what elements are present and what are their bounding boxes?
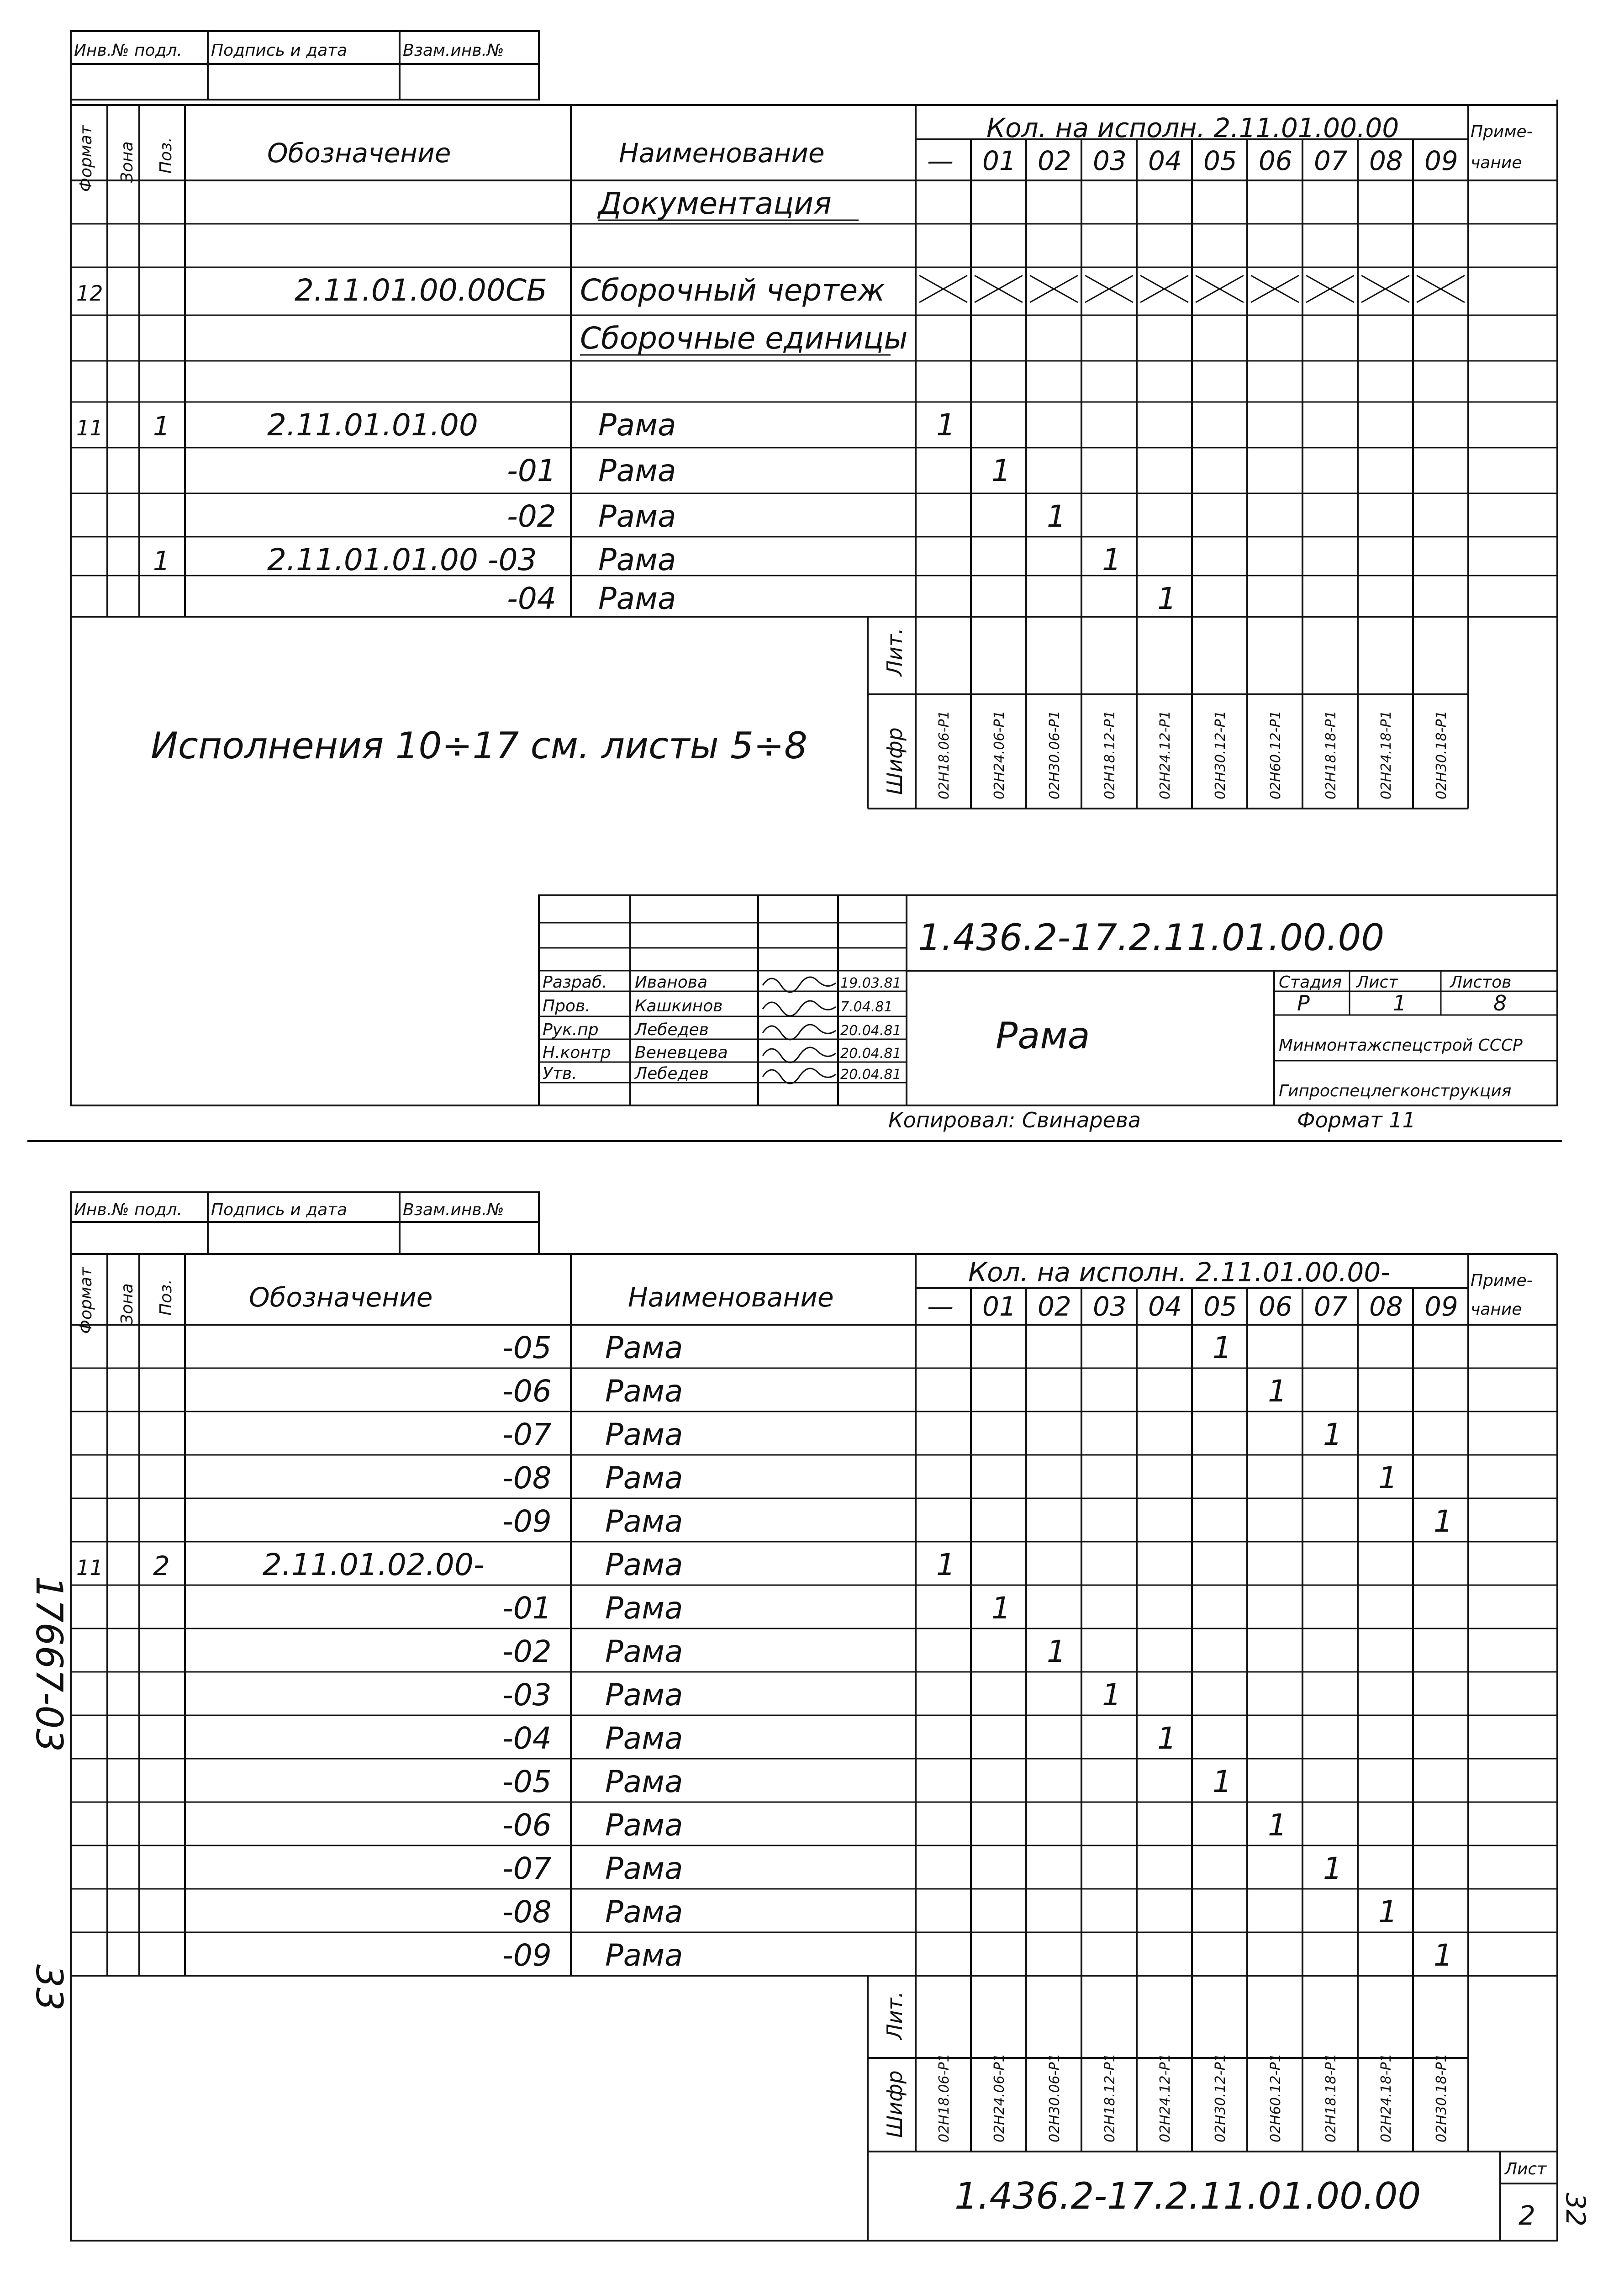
row-naimenovanie: Рама (605, 1591, 683, 1626)
table-row (502, 1894, 1397, 1930)
row-qty: 1 (936, 407, 955, 443)
row-naimenovanie: Рама (605, 1894, 683, 1930)
row-oboznachenie: -02 (507, 499, 556, 534)
stamp2-vzam-inv: Взам.инв.№ (403, 1200, 504, 1219)
s1-shifr-code: 02Н18.12-Р1 (1102, 710, 1118, 799)
stamp-vzam-inv: Взам.инв.№ (403, 41, 504, 60)
archive-page: 33 (28, 1964, 70, 2011)
row-naimenovanie: Рама (598, 453, 676, 488)
col2-format: Формат (77, 1267, 95, 1334)
listov-label: Листов (1450, 973, 1512, 992)
s1-variant-2: 02 (1038, 145, 1071, 176)
col-format: Формат (77, 125, 95, 192)
s2-shifr-code: 02Н24.18-Р1 (1378, 2053, 1394, 2142)
col2-poz: Поз. (157, 1279, 175, 1316)
sig-role: Рук.пр (543, 1020, 599, 1039)
row-naimenovanie: Рама (605, 1330, 683, 1365)
table-row (76, 407, 955, 443)
row-oboznachenie: -07 (502, 1417, 552, 1452)
table-row (502, 1591, 1011, 1626)
s1-shifr-code: 02Н30.18-Р1 (1434, 710, 1450, 799)
row-naimenovanie: Рама (605, 1460, 683, 1496)
row-naimenovanie: Рама (605, 1938, 683, 1973)
row-naimenovanie: Рама (605, 1504, 683, 1539)
row-poz: 1 (153, 411, 170, 442)
s1-shifr-code: 02Н24.06-Р1 (991, 710, 1007, 799)
row-qty: 1 (1268, 1808, 1287, 1843)
row-oboznachenie: 2.11.01.01.00 -03 (267, 542, 537, 577)
col2-oboznachenie: Обозначение (249, 1282, 433, 1313)
sig-name: Лебедев (635, 1020, 709, 1039)
org-2: Гипроспецлегконструкция (1279, 1082, 1512, 1100)
handwritten-signature (763, 977, 836, 992)
row-oboznachenie: 2.11.01.01.00 (267, 407, 478, 443)
kopiroval: Копировал: Свинарева (888, 1108, 1141, 1132)
s2-variant-2: 02 (1038, 1291, 1071, 1322)
col2-zona: Зона (118, 1283, 137, 1325)
table-row (502, 1851, 1342, 1886)
doc-number-2: 1.436.2-17.2.11.01.00.00 (954, 2175, 1421, 2217)
row-naimenovanie: Рама (598, 499, 676, 534)
s2-variant-9: 09 (1424, 1291, 1458, 1322)
row-qty: 1 (1102, 542, 1121, 577)
sig-name: Кашкинов (635, 997, 723, 1015)
s2-shifr-label: Шифр (882, 2070, 907, 2138)
signature-row (543, 973, 902, 992)
note-ispolneniya: Исполнения 10÷17 см. листы 5÷8 (151, 724, 807, 767)
row-oboznachenie: -05 (502, 1764, 552, 1799)
table-row (502, 1374, 1287, 1409)
s1-variant-6: 06 (1259, 145, 1292, 176)
table-row (502, 1808, 1287, 1843)
row-oboznachenie: -04 (502, 1721, 552, 1756)
row-naimenovanie: Сборочный чертеж (580, 273, 885, 308)
sig-name: Иванова (635, 973, 708, 992)
s1-shifr-code: 02Н24.18-Р1 (1378, 710, 1394, 799)
row-naimenovanie: Рама (605, 1547, 683, 1582)
row-qty: 1 (1434, 1938, 1453, 1973)
row-oboznachenie: 2.11.01.00.00СБ (295, 273, 548, 308)
page-number: 32 (1560, 2193, 1591, 2226)
row-oboznachenie: -02 (502, 1634, 552, 1669)
row-oboznachenie: -06 (502, 1374, 552, 1409)
s2-shifr-code: 02Н30.18-Р1 (1434, 2053, 1450, 2142)
table-row (502, 1634, 1066, 1669)
table-row (507, 581, 1176, 616)
s2-variant-6: 06 (1259, 1291, 1292, 1322)
s2-shifr-code: 02Н60.12-Р1 (1268, 2053, 1284, 2142)
sig-date: 20.04.81 (840, 1067, 902, 1083)
sheet-2 (71, 1192, 1557, 2241)
row-oboznachenie: -03 (502, 1677, 552, 1713)
row-qty: 1 (1323, 1417, 1342, 1452)
stadiya-value: Р (1297, 991, 1310, 1015)
s1-variant-8: 08 (1369, 145, 1403, 176)
sig-date: 7.04.81 (840, 999, 893, 1015)
row-qty: 1 (991, 1591, 1011, 1626)
s2-shifr-code: 02Н30.06-Р1 (1047, 2053, 1063, 2142)
org-1: Минмонтажспецстрой СССР (1279, 1036, 1523, 1055)
col-primechanie-1: Приме- (1471, 122, 1533, 141)
row-oboznachenie: -09 (502, 1504, 552, 1539)
section-heading: Сборочные единицы (580, 321, 908, 356)
s1-variant-3: 03 (1093, 145, 1127, 176)
s2-shifr-code: 02Н24.06-Р1 (991, 2053, 1007, 2142)
table-row (580, 321, 908, 356)
row-qty: 1 (1213, 1764, 1232, 1799)
sig-role: Разраб. (543, 973, 607, 992)
s2-variant-1: 01 (982, 1291, 1016, 1322)
row-format: 12 (76, 281, 103, 306)
s1-shifr-code: 02Н18.06-Р1 (936, 710, 952, 799)
col-kol-header: Кол. на исполн. 2.11.01.00.00 (986, 112, 1399, 143)
format-label: Формат 11 (1297, 1108, 1416, 1132)
table-row (507, 499, 1066, 534)
row-naimenovanie: Рама (605, 1634, 683, 1669)
listov-value: 8 (1493, 991, 1507, 1015)
s1-variant-7: 07 (1314, 145, 1348, 176)
stamp2-inv-podl: Инв.№ подл. (74, 1200, 182, 1219)
signature-row (543, 1064, 902, 1084)
col2-primechanie-1: Приме- (1471, 1271, 1533, 1290)
sig-role: Утв. (543, 1064, 577, 1083)
col-primechanie-2: чание (1471, 153, 1522, 172)
row-format: 11 (76, 1555, 103, 1580)
row-oboznachenie: -04 (507, 581, 556, 616)
row-qty: 1 (1157, 1721, 1176, 1756)
s1-variant-9: 09 (1424, 145, 1458, 176)
list-label: Лист (1356, 973, 1398, 992)
signature-row (543, 997, 893, 1016)
row-oboznachenie: 2.11.01.02.00- (263, 1547, 485, 1582)
row-naimenovanie: Рама (605, 1851, 683, 1886)
row-qty: 1 (1213, 1330, 1232, 1365)
sheet-1 (71, 31, 1557, 1132)
table-row (153, 542, 1121, 577)
table-row (597, 186, 859, 221)
col-oboznachenie: Обозначение (267, 137, 451, 169)
row-naimenovanie: Рама (598, 407, 676, 443)
table-row (76, 273, 1465, 308)
sig-date: 19.03.81 (840, 975, 902, 991)
row-poz: 1 (153, 545, 170, 576)
s2-variant-5: 05 (1203, 1291, 1237, 1322)
sig-date: 20.04.81 (840, 1023, 902, 1039)
table-row (502, 1677, 1121, 1713)
s2-shifr-code: 02Н24.12-Р1 (1157, 2053, 1173, 2142)
s2-variant-3: 03 (1093, 1291, 1127, 1322)
s2-variant-8: 08 (1369, 1291, 1403, 1322)
s2-lit-label: Лит. (882, 1991, 907, 2040)
sig-date: 20.04.81 (840, 1046, 902, 1062)
row-poz: 2 (153, 1550, 170, 1581)
s1-shifr-code: 02Н18.18-Р1 (1323, 710, 1339, 799)
row-oboznachenie: -07 (502, 1851, 552, 1886)
row-naimenovanie: Рама (605, 1764, 683, 1799)
s1-shifr-code: 02Н30.12-Р1 (1213, 710, 1229, 799)
col-naimenovanie: Наименование (619, 137, 825, 169)
row-qty: 1 (1378, 1460, 1397, 1496)
sig-name: Лебедев (635, 1064, 709, 1083)
table-row (502, 1764, 1232, 1799)
stamp2-podpis-data: Подпись и дата (211, 1200, 348, 1219)
signature-row (543, 1020, 902, 1040)
table-row (502, 1721, 1176, 1756)
row-qty: 1 (1157, 581, 1176, 616)
table-row (502, 1330, 1232, 1365)
handwritten-signature (763, 1025, 836, 1040)
s2-variant-7: 07 (1314, 1291, 1348, 1322)
row-qty: 1 (1047, 499, 1066, 534)
s1-shifr-code: 02Н30.06-Р1 (1047, 710, 1063, 799)
row-format: 11 (76, 416, 103, 440)
row-naimenovanie: Рама (598, 581, 676, 616)
list-value: 1 (1393, 991, 1407, 1015)
row-oboznachenie: -01 (507, 453, 556, 488)
doc-number: 1.436.2-17.2.11.01.00.00 (918, 916, 1385, 959)
row-naimenovanie: Рама (605, 1374, 683, 1409)
section-heading: Документация (598, 186, 832, 221)
row-qty: 1 (1047, 1634, 1066, 1669)
row-naimenovanie: Рама (598, 542, 676, 577)
sig-role: Пров. (543, 997, 591, 1015)
stamp-inv-podl: Инв.№ подл. (74, 41, 182, 60)
s2-variant-0: — (927, 1291, 954, 1322)
s1-shifr-code: 02Н60.12-Р1 (1268, 710, 1284, 799)
s2-shifr-code: 02Н30.12-Р1 (1213, 2053, 1229, 2142)
s2-variant-4: 04 (1148, 1291, 1182, 1322)
handwritten-signature (763, 1047, 836, 1063)
row-naimenovanie: Рама (605, 1721, 683, 1756)
table-row (502, 1417, 1342, 1452)
row-oboznachenie: -08 (502, 1460, 552, 1496)
s1-variant-5: 05 (1203, 145, 1237, 176)
sig-role: Н.контр (543, 1043, 611, 1062)
row-qty: 1 (1323, 1851, 1342, 1886)
handwritten-signature (763, 1068, 836, 1084)
list-label-2: Лист (1505, 2160, 1547, 2178)
handwritten-signature (763, 1001, 836, 1016)
row-naimenovanie: Рама (605, 1677, 683, 1713)
row-oboznachenie: -09 (502, 1938, 552, 1973)
table-row (502, 1504, 1453, 1539)
s1-shifr-label: Шифр (882, 727, 907, 795)
s1-lit-label: Лит. (882, 628, 907, 676)
stadiya-label: Стадия (1279, 973, 1342, 992)
col2-primechanie-2: чание (1471, 1300, 1522, 1319)
table-row (502, 1460, 1397, 1496)
row-naimenovanie: Рама (605, 1808, 683, 1843)
s1-variant-4: 04 (1148, 145, 1182, 176)
row-qty: 1 (1434, 1504, 1453, 1539)
col2-naimenovanie: Наименование (628, 1282, 834, 1313)
sig-name: Веневцева (635, 1043, 728, 1062)
signature-row (543, 1043, 902, 1063)
archive-number: 17667-03 (28, 1576, 70, 1752)
col-poz: Поз. (157, 137, 175, 174)
table-row (76, 1547, 955, 1582)
row-naimenovanie: Рама (605, 1417, 683, 1452)
s2-shifr-code: 02Н18.06-Р1 (936, 2053, 952, 2142)
row-qty: 1 (1102, 1677, 1121, 1713)
row-oboznachenie: -06 (502, 1808, 552, 1843)
s1-variant-0: — (927, 145, 954, 176)
row-qty: 1 (936, 1547, 955, 1582)
table-row (507, 453, 1011, 488)
s1-shifr-code: 02Н24.12-Р1 (1157, 710, 1173, 799)
row-qty: 1 (991, 453, 1011, 488)
s2-shifr-code: 02Н18.18-Р1 (1323, 2053, 1339, 2142)
stamp-podpis-data: Подпись и дата (211, 41, 348, 60)
list-value-2: 2 (1519, 2200, 1535, 2231)
row-qty: 1 (1378, 1894, 1397, 1930)
s2-shifr-code: 02Н18.12-Р1 (1102, 2053, 1118, 2142)
row-oboznachenie: -05 (502, 1330, 552, 1365)
row-oboznachenie: -01 (502, 1591, 552, 1626)
row-qty: 1 (1268, 1374, 1287, 1409)
table-row (502, 1938, 1453, 1973)
part-name: Рама (996, 1015, 1090, 1057)
col-zona: Зона (118, 141, 137, 183)
col2-kol-header: Кол. на исполн. 2.11.01.00.00- (968, 1257, 1391, 1288)
s1-variant-1: 01 (982, 145, 1016, 176)
row-oboznachenie: -08 (502, 1894, 552, 1930)
